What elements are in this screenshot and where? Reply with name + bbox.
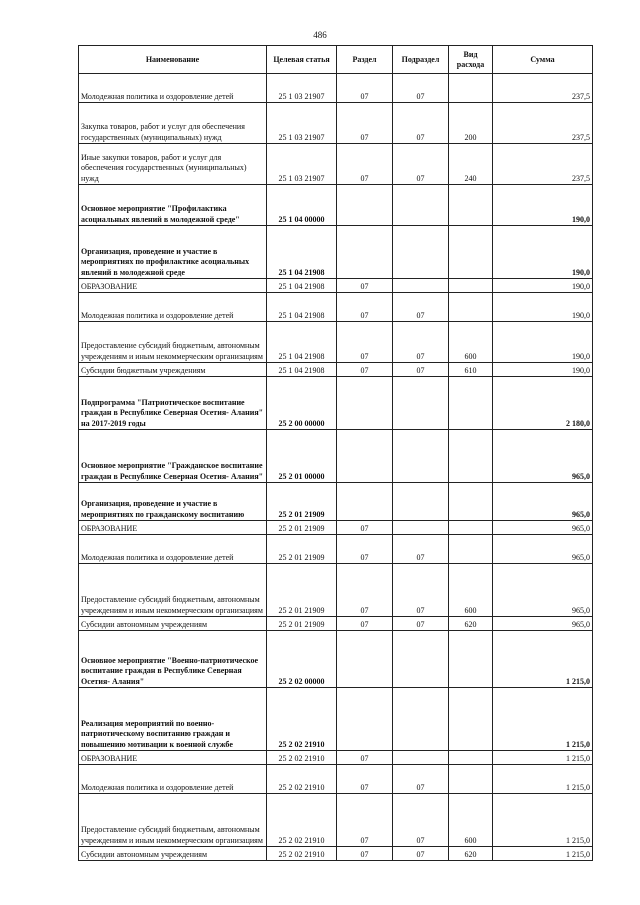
cell-target-article: 25 2 01 21909 — [267, 521, 337, 535]
cell-sum: 965,0 — [493, 430, 593, 483]
cell-target-article: 25 1 04 21908 — [267, 226, 337, 279]
cell-section: 07 — [337, 74, 393, 103]
cell-sum: 237,5 — [493, 144, 593, 185]
cell-subsection — [393, 279, 449, 293]
cell-target-article: 25 1 03 21907 — [267, 144, 337, 185]
cell-target-article: 25 2 02 00000 — [267, 631, 337, 688]
cell-subsection — [393, 185, 449, 226]
cell-target-article: 25 1 04 21908 — [267, 293, 337, 322]
cell-expense-type — [449, 765, 493, 794]
cell-subsection — [393, 226, 449, 279]
cell-expense-type — [449, 279, 493, 293]
cell-name: ОБРАЗОВАНИЕ — [79, 521, 267, 535]
cell-name: Предоставление субсидий бюджетным, автономным учреждениям и иным некоммерческим организациям — [79, 564, 267, 617]
table-row — [79, 631, 593, 688]
cell-subsection — [393, 688, 449, 751]
cell-sum: 237,5 — [493, 103, 593, 144]
cell-sum: 965,0 — [493, 483, 593, 521]
cell-section: 07 — [337, 293, 393, 322]
cell-name: Основное мероприятие "Профилактика асоциальных явлений в молодежной среде" — [79, 185, 267, 226]
cell-target-article: 25 1 04 21908 — [267, 279, 337, 293]
cell-expense-type — [449, 521, 493, 535]
cell-expense-type — [449, 377, 493, 430]
table-row — [79, 794, 593, 847]
cell-section: 07 — [337, 617, 393, 631]
table-row — [79, 279, 593, 293]
cell-sum: 1 215,0 — [493, 751, 593, 765]
cell-target-article: 25 1 03 21907 — [267, 103, 337, 144]
cell-name: Организация, проведение и участие в мероприятиях по профилактике асоциальных явлений в молодежной среде — [79, 226, 267, 279]
cell-target-article: 25 2 01 21909 — [267, 564, 337, 617]
table-header — [79, 46, 593, 74]
cell-expense-type — [449, 535, 493, 564]
cell-subsection: 07 — [393, 564, 449, 617]
header-target-article: Целевая статья — [267, 46, 337, 74]
cell-section: 07 — [337, 564, 393, 617]
cell-section: 07 — [337, 765, 393, 794]
cell-target-article: 25 2 01 00000 — [267, 430, 337, 483]
cell-subsection: 07 — [393, 74, 449, 103]
cell-target-article: 25 1 04 00000 — [267, 185, 337, 226]
cell-expense-type: 620 — [449, 617, 493, 631]
cell-target-article: 25 1 03 21907 — [267, 74, 337, 103]
cell-expense-type — [449, 631, 493, 688]
cell-sum: 1 215,0 — [493, 688, 593, 751]
cell-expense-type — [449, 293, 493, 322]
table-row — [79, 322, 593, 363]
cell-section — [337, 631, 393, 688]
table-row — [79, 430, 593, 483]
cell-target-article: 25 2 02 21910 — [267, 751, 337, 765]
cell-sum: 1 215,0 — [493, 794, 593, 847]
cell-sum: 190,0 — [493, 279, 593, 293]
cell-subsection: 07 — [393, 847, 449, 861]
table-row — [79, 74, 593, 103]
table-row — [79, 377, 593, 430]
cell-name: Молодежная политика и оздоровление детей — [79, 74, 267, 103]
cell-subsection: 07 — [393, 794, 449, 847]
cell-sum: 965,0 — [493, 617, 593, 631]
cell-name: ОБРАЗОВАНИЕ — [79, 751, 267, 765]
table-row — [79, 185, 593, 226]
cell-section — [337, 377, 393, 430]
cell-name: Субсидии автономным учреждениям — [79, 617, 267, 631]
cell-section: 07 — [337, 103, 393, 144]
cell-section: 07 — [337, 847, 393, 861]
cell-section — [337, 688, 393, 751]
table-row — [79, 751, 593, 765]
cell-name: Субсидии бюджетным учреждениям — [79, 363, 267, 377]
table-row — [79, 226, 593, 279]
table-row — [79, 483, 593, 521]
cell-name: ОБРАЗОВАНИЕ — [79, 279, 267, 293]
cell-target-article: 25 2 02 21910 — [267, 688, 337, 751]
header-name: Наименование — [79, 46, 267, 74]
table-row — [79, 688, 593, 751]
cell-name: Основное мероприятие "Военно-патриотическое воспитание граждан в Республике Северная Осетия- Алания" — [79, 631, 267, 688]
cell-subsection — [393, 521, 449, 535]
cell-name: Организация, проведение и участие в мероприятиях по гражданскому воспитанию — [79, 483, 267, 521]
cell-name: Иные закупки товаров, работ и услуг для обеспечения государственных (муниципальных) нужд — [79, 144, 267, 185]
cell-section: 07 — [337, 521, 393, 535]
table-row — [79, 847, 593, 861]
cell-subsection — [393, 483, 449, 521]
cell-expense-type: 600 — [449, 322, 493, 363]
cell-section: 07 — [337, 322, 393, 363]
cell-subsection: 07 — [393, 765, 449, 794]
cell-name: Молодежная политика и оздоровление детей — [79, 765, 267, 794]
cell-subsection: 07 — [393, 617, 449, 631]
table-row — [79, 564, 593, 617]
cell-target-article: 25 2 02 21910 — [267, 765, 337, 794]
cell-name: Субсидии автономным учреждениям — [79, 847, 267, 861]
cell-target-article: 25 2 02 21910 — [267, 847, 337, 861]
cell-expense-type — [449, 688, 493, 751]
cell-subsection: 07 — [393, 293, 449, 322]
cell-subsection — [393, 430, 449, 483]
cell-name: Предоставление субсидий бюджетным, автономным учреждениям и иным некоммерческим организациям — [79, 322, 267, 363]
cell-name: Закупка товаров, работ и услуг для обеспечения государственных (муниципальных) нужд — [79, 103, 267, 144]
cell-expense-type — [449, 185, 493, 226]
cell-subsection: 07 — [393, 363, 449, 377]
header-sum: Сумма — [493, 46, 593, 74]
header-row — [79, 46, 593, 74]
table-row — [79, 521, 593, 535]
table-row — [79, 103, 593, 144]
table-row — [79, 144, 593, 185]
cell-expense-type: 620 — [449, 847, 493, 861]
cell-subsection: 07 — [393, 144, 449, 185]
cell-sum: 2 180,0 — [493, 377, 593, 430]
cell-section: 07 — [337, 279, 393, 293]
cell-section: 07 — [337, 794, 393, 847]
cell-sum: 965,0 — [493, 564, 593, 617]
page-number: 486 — [313, 30, 327, 40]
cell-sum: 190,0 — [493, 185, 593, 226]
cell-expense-type: 240 — [449, 144, 493, 185]
cell-name: Подпрограмма "Патриотическое воспитание граждан в Республике Северная Осетия- Алания" на 2017-2019 годы — [79, 377, 267, 430]
cell-section: 07 — [337, 751, 393, 765]
cell-name: Предоставление субсидий бюджетным, автономным учреждениям и иным некоммерческим организациям — [79, 794, 267, 847]
header-subsection: Подраздел — [393, 46, 449, 74]
table-row — [79, 535, 593, 564]
cell-sum: 965,0 — [493, 535, 593, 564]
table-row — [79, 363, 593, 377]
cell-target-article: 25 1 04 21908 — [267, 363, 337, 377]
cell-section: 07 — [337, 363, 393, 377]
cell-subsection: 07 — [393, 535, 449, 564]
cell-subsection — [393, 377, 449, 430]
budget-table — [78, 45, 593, 861]
cell-sum: 190,0 — [493, 363, 593, 377]
cell-sum: 1 215,0 — [493, 765, 593, 794]
table-row — [79, 293, 593, 322]
cell-section: 07 — [337, 144, 393, 185]
cell-subsection: 07 — [393, 322, 449, 363]
cell-expense-type — [449, 430, 493, 483]
cell-sum: 1 215,0 — [493, 847, 593, 861]
cell-target-article: 25 2 02 21910 — [267, 794, 337, 847]
cell-expense-type: 600 — [449, 794, 493, 847]
cell-target-article: 25 2 01 21909 — [267, 617, 337, 631]
cell-section: 07 — [337, 535, 393, 564]
cell-sum: 190,0 — [493, 322, 593, 363]
cell-expense-type: 610 — [449, 363, 493, 377]
cell-sum: 237,5 — [493, 74, 593, 103]
header-expense-type: Вид расхода — [449, 46, 493, 74]
cell-subsection — [393, 751, 449, 765]
cell-expense-type — [449, 751, 493, 765]
cell-subsection: 07 — [393, 103, 449, 144]
cell-sum: 1 215,0 — [493, 631, 593, 688]
cell-sum: 190,0 — [493, 226, 593, 279]
cell-target-article: 25 2 00 00000 — [267, 377, 337, 430]
cell-section — [337, 483, 393, 521]
table-row — [79, 765, 593, 794]
cell-name: Молодежная политика и оздоровление детей — [79, 535, 267, 564]
cell-subsection — [393, 631, 449, 688]
cell-sum: 965,0 — [493, 521, 593, 535]
cell-name: Основное мероприятие "Гражданское воспитание граждан в Республике Северная Осетия- Алания" — [79, 430, 267, 483]
table-row — [79, 617, 593, 631]
header-section: Раздел — [337, 46, 393, 74]
cell-target-article: 25 1 04 21908 — [267, 322, 337, 363]
cell-expense-type — [449, 226, 493, 279]
table-body — [79, 74, 593, 861]
cell-section — [337, 430, 393, 483]
cell-target-article: 25 2 01 21909 — [267, 483, 337, 521]
cell-sum: 190,0 — [493, 293, 593, 322]
cell-expense-type — [449, 483, 493, 521]
cell-name: Реализация мероприятий по военно-патриотическому воспитанию граждан и повышению мотивации к военной службе — [79, 688, 267, 751]
cell-target-article: 25 2 01 21909 — [267, 535, 337, 564]
cell-expense-type: 600 — [449, 564, 493, 617]
cell-section — [337, 226, 393, 279]
cell-expense-type — [449, 74, 493, 103]
cell-section — [337, 185, 393, 226]
cell-name: Молодежная политика и оздоровление детей — [79, 293, 267, 322]
cell-expense-type: 200 — [449, 103, 493, 144]
